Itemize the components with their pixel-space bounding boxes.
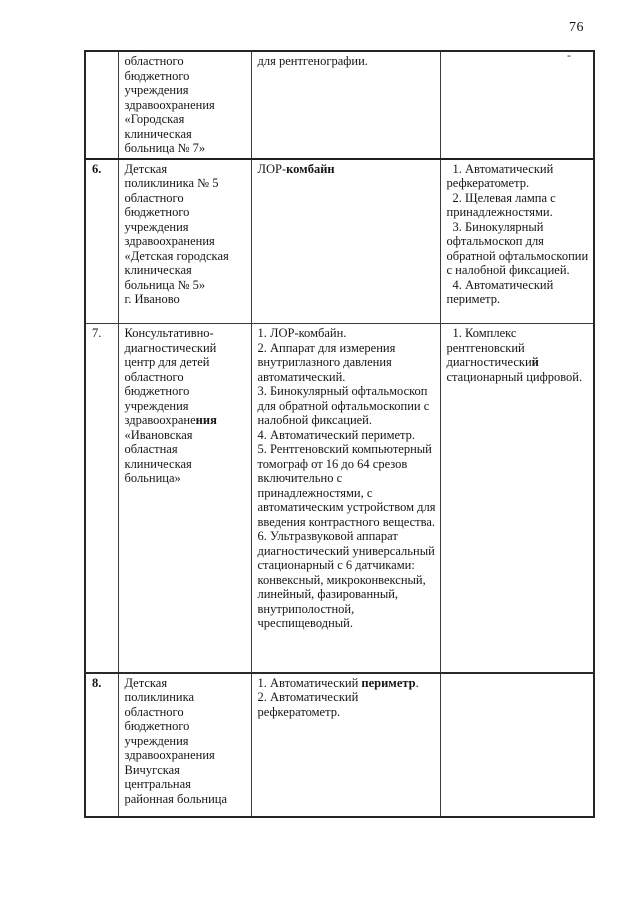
table-row: [85, 673, 594, 817]
organization-line: Консультативно-: [124, 326, 214, 340]
table-row: [85, 324, 594, 673]
organization-line: диагностический: [124, 340, 217, 355]
organization-line: областного: [124, 704, 184, 719]
organization-line: бюджетного: [124, 205, 190, 219]
additional-equipment-item: 1. Автоматический рефкератометр.: [446, 161, 554, 190]
organization-line: здравоохранения: [124, 234, 215, 248]
organization-line: поликлиника № 5: [124, 176, 219, 190]
organization-line: учреждения: [124, 83, 189, 97]
equipment-item: 1. Автоматический периметр.: [257, 675, 419, 690]
organization-line: здравоохранения: [124, 748, 215, 762]
organization-line: бюджетного: [124, 384, 190, 398]
organization-line: областного: [124, 369, 184, 384]
organization-line: г. Иваново: [124, 292, 180, 306]
organization-cell: [118, 159, 251, 324]
scan-artifact-dash: -: [567, 48, 571, 62]
equipment-item: 4. Автоматический периметр.: [257, 427, 416, 442]
additional-equipment-item: 4. Автоматический периметр.: [446, 277, 554, 306]
row-number-cell: 6.: [85, 159, 118, 324]
organization-line: Детская: [124, 675, 168, 690]
organization-line: клиническая: [124, 263, 192, 277]
organization-line: областного: [124, 54, 184, 68]
organization-line: «Детская городская: [124, 248, 229, 263]
equipment-item: 6. Ультразвуковой аппарат диагностический универсальный стационарный с 6 датчиками: конвексный, микроконвексный, линейный, фазированный, внутриполостной, чреспищеводный.: [257, 529, 435, 630]
equipment-item: 2. Аппарат для измерения внутриглазного давления автоматический.: [257, 340, 396, 384]
organization-line: клиническая: [124, 126, 192, 141]
organization-line: районная больница: [124, 791, 228, 806]
organization-cell: [118, 51, 251, 159]
equipment-cell: [251, 673, 440, 817]
organization-line: областная: [124, 442, 178, 456]
equipment-cell: [251, 159, 440, 324]
table-row: [85, 51, 594, 159]
additional-equipment-cell: [440, 673, 594, 817]
organization-line: центр для детей: [124, 355, 210, 369]
row-number-cell: [85, 51, 118, 159]
table-row: [85, 159, 594, 324]
equipment-item: 2. Автоматический рефкератометр.: [257, 690, 359, 719]
additional-equipment-cell: [440, 51, 594, 159]
organization-line: Детская: [124, 161, 168, 176]
organization-line: больница № 7»: [124, 141, 206, 155]
equipment-cell: [251, 324, 440, 673]
organization-line: Вичугская: [124, 762, 180, 777]
page-number: 76: [569, 20, 584, 35]
equipment-item: 1. ЛОР-комбайн.: [257, 326, 347, 340]
equipment-item: ЛОР-комбайн: [257, 161, 335, 176]
equipment-item: 5. Рентгеновский компьютерный томограф от 16 до 64 срезов включительно с принадлежностями, с автоматическим устройством для введения контрастного вещества.: [257, 442, 436, 529]
organization-line: здравоохранения: [124, 413, 217, 427]
organization-cell: [118, 324, 251, 673]
equipment-item: 3. Бинокулярный офтальмоскоп для обратной офтальмоскопии с налобной фиксацией.: [257, 384, 430, 427]
row-number-cell: 7.: [85, 324, 118, 673]
organization-line: областного: [124, 190, 184, 205]
row-number-cell: 8.: [85, 673, 118, 817]
organization-line: «Городская: [124, 112, 185, 126]
equipment-table: [84, 50, 595, 818]
organization-line: больница № 5»: [124, 277, 206, 292]
organization-line: клиническая: [124, 456, 192, 471]
organization-line: бюджетного: [124, 68, 190, 83]
organization-line: больница»: [124, 471, 181, 485]
additional-equipment-item: 3. Бинокулярный офтальмоскоп для обратной офтальмоскопии с налобной фиксацией.: [446, 219, 589, 277]
organization-line: центральная: [124, 777, 191, 791]
organization-line: поликлиника: [124, 690, 195, 704]
organization-line: учреждения: [124, 398, 189, 413]
organization-line: учреждения: [124, 733, 189, 748]
organization-line: «Ивановская: [124, 427, 193, 442]
additional-equipment-cell: [440, 159, 594, 324]
organization-line: бюджетного: [124, 719, 190, 733]
equipment-cell: [251, 51, 440, 159]
additional-equipment-item: 2. Щелевая лампа с принадлежностями.: [446, 190, 556, 219]
organization-line: учреждения: [124, 219, 189, 234]
additional-equipment-item: 1. Комплекс рентгеновский диагностический стационарный цифровой.: [446, 326, 583, 384]
organization-cell: [118, 673, 251, 817]
equipment-item: для рентгенографии.: [257, 54, 368, 68]
additional-equipment-cell: [440, 324, 594, 673]
organization-line: здравоохранения: [124, 97, 215, 112]
